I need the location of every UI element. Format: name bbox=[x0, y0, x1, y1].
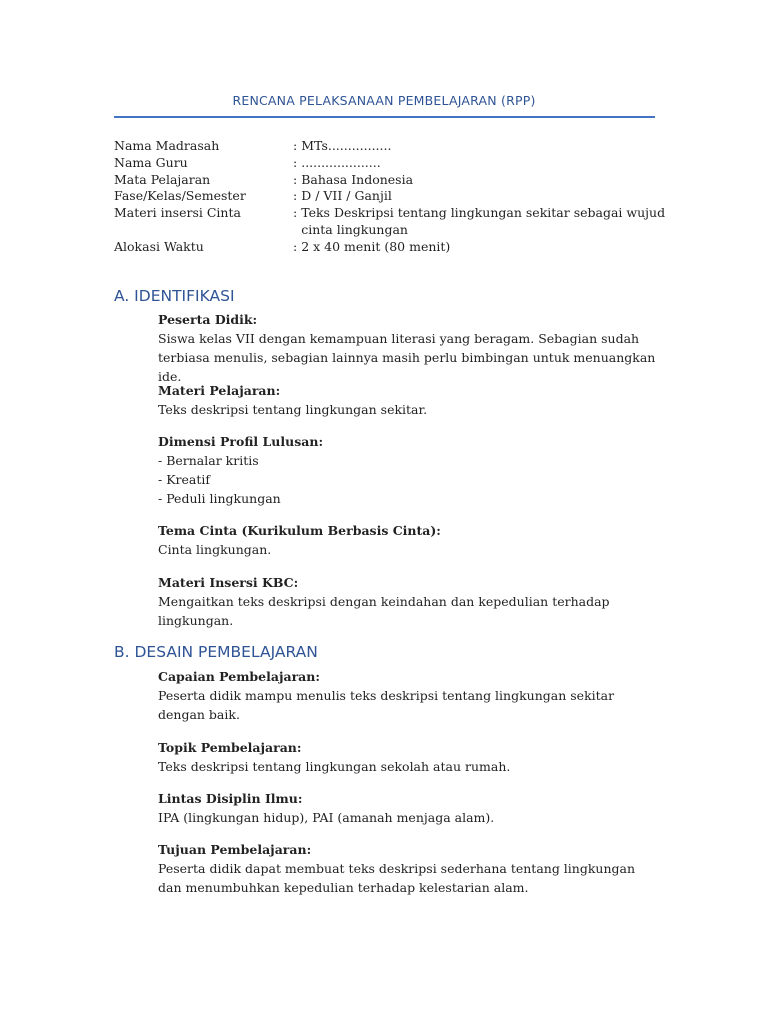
block-text: Teks deskripsi tentang lingkungan sekolah atau rumah. bbox=[158, 759, 511, 774]
block-label: Lintas Disiplin Ilmu: bbox=[158, 791, 303, 806]
title-underline bbox=[114, 116, 655, 118]
meta-colon: : bbox=[293, 154, 298, 170]
block-materi-pelajaran bbox=[158, 381, 658, 419]
block-text: Cinta lingkungan. bbox=[158, 542, 272, 557]
meta-label: Alokasi Waktu bbox=[114, 238, 204, 254]
block-text: Mengaitkan teks deskripsi dengan keindahan dan kepedulian terhadap lingkungan. bbox=[158, 594, 610, 628]
section-heading-desain-pembelajaran: B. DESAIN PEMBELAJARAN bbox=[114, 643, 318, 661]
meta-row-alokasi-waktu bbox=[114, 239, 674, 256]
meta-value: 2 x 40 menit (80 menit) bbox=[301, 238, 451, 254]
meta-label: Nama Guru bbox=[114, 154, 188, 170]
meta-value: Teks Deskripsi tentang lingkungan sekitar sebagai wujud cinta lingkungan bbox=[301, 205, 666, 237]
meta-row-nama-madrasah bbox=[114, 138, 674, 155]
meta-value: .................... bbox=[301, 154, 381, 170]
block-label: Tema Cinta (Kurikulum Berbasis Cinta): bbox=[158, 523, 441, 538]
block-text: - Bernalar kritis - Kreatif - Peduli lingkungan bbox=[158, 453, 281, 506]
block-tema-cinta bbox=[158, 521, 658, 559]
meta-colon: : bbox=[293, 205, 298, 221]
meta-value: MTs................ bbox=[301, 138, 392, 153]
block-label: Capaian Pembelajaran: bbox=[158, 669, 320, 684]
block-capaian-pembelajaran bbox=[158, 667, 658, 724]
document-title: RENCANA PELAKSANAAN PEMBELAJARAN (RPP) bbox=[232, 93, 536, 108]
meta-label: Mata Pelajaran bbox=[114, 171, 211, 187]
block-topik-pembelajaran bbox=[158, 738, 658, 776]
meta-label: Materi insersi Cinta bbox=[114, 205, 241, 221]
meta-label: Nama Madrasah bbox=[114, 138, 220, 153]
meta-colon: : bbox=[293, 188, 298, 204]
meta-colon: : bbox=[293, 238, 298, 254]
block-text: Siswa kelas VII dengan kemampuan literasi yang beragam. Sebagian sudah terbiasa menulis, sebagian lainnya masih perlu bimbingan untuk menuangkan ide. bbox=[158, 331, 656, 384]
block-peserta-didik bbox=[158, 310, 658, 386]
block-lintas-disiplin-ilmu bbox=[158, 789, 658, 827]
block-text: Peserta didik mampu menulis teks deskripsi tentang lingkungan sekitar dengan baik. bbox=[158, 688, 615, 722]
block-dimensi-profil-lulusan bbox=[158, 432, 658, 508]
block-label: Materi Pelajaran: bbox=[158, 383, 281, 398]
meta-colon: : bbox=[293, 138, 298, 153]
section-heading-identifikasi: A. IDENTIFIKASI bbox=[114, 287, 235, 305]
block-materi-insersi-kbc bbox=[158, 573, 658, 630]
block-text: IPA (lingkungan hidup), PAI (amanah menjaga alam). bbox=[158, 810, 495, 825]
meta-label: Fase/Kelas/Semester bbox=[114, 188, 246, 204]
block-text: Teks deskripsi tentang lingkungan sekitar. bbox=[158, 402, 428, 417]
block-label: Tujuan Pembelajaran: bbox=[158, 842, 312, 857]
block-label: Dimensi Profil Lulusan: bbox=[158, 434, 324, 449]
block-label: Peserta Didik: bbox=[158, 312, 258, 327]
identity-table bbox=[114, 138, 674, 256]
meta-value: Bahasa Indonesia bbox=[301, 171, 414, 187]
meta-value: D / VII / Ganjil bbox=[301, 188, 392, 204]
block-text: Peserta didik dapat membuat teks deskripsi sederhana tentang lingkungan dan menumbuhkan kepedulian terhadap kelestarian alam. bbox=[158, 861, 636, 895]
meta-row-materi-insersi-cinta bbox=[114, 205, 674, 239]
block-label: Topik Pembelajaran: bbox=[158, 740, 302, 755]
meta-colon: : bbox=[293, 171, 298, 187]
meta-row-mata-pelajaran bbox=[114, 172, 674, 189]
meta-row-nama-guru bbox=[114, 155, 674, 172]
meta-row-fase-kelas-semester bbox=[114, 188, 674, 205]
block-tujuan-pembelajaran bbox=[158, 840, 658, 897]
block-label: Materi Insersi KBC: bbox=[158, 575, 299, 590]
